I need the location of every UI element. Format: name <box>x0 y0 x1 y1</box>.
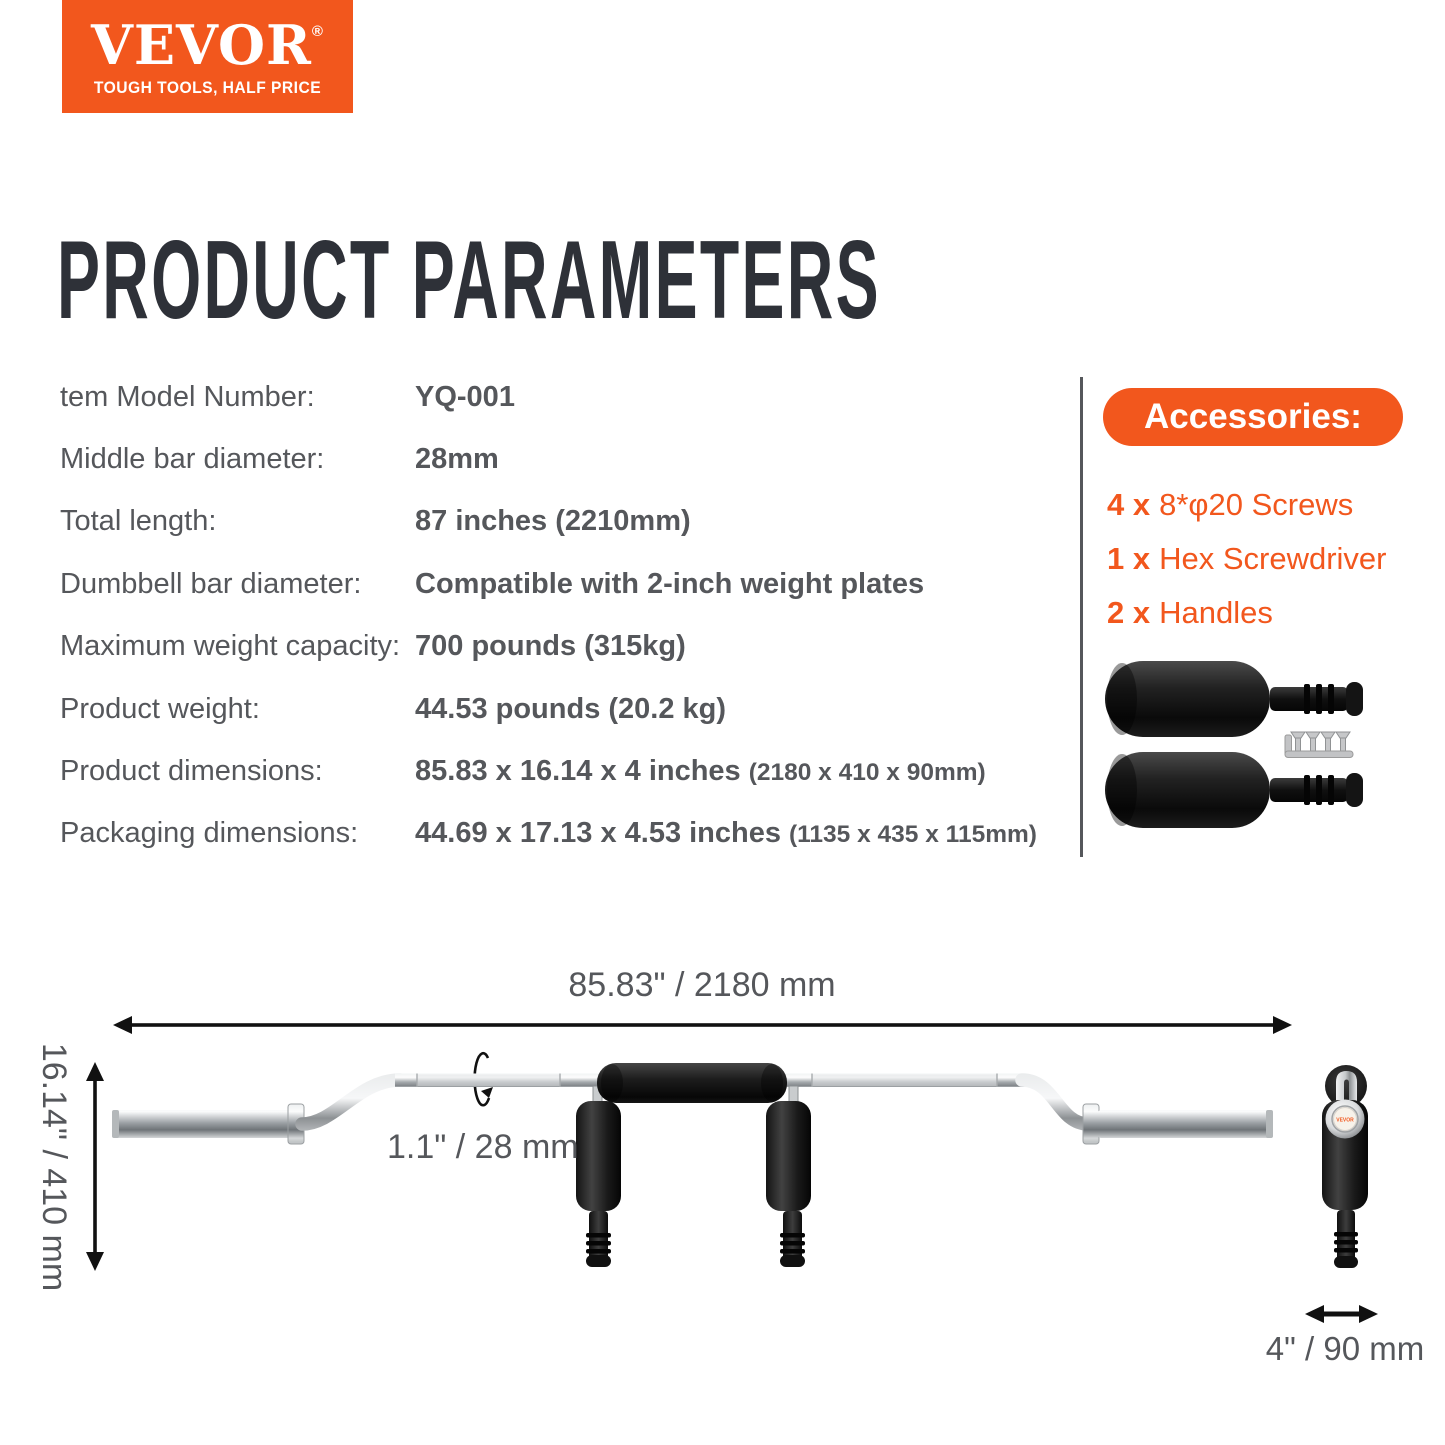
top-handle <box>1105 661 1363 737</box>
bar-illustration <box>112 1063 1273 1267</box>
accessory-name: Handles <box>1159 595 1273 630</box>
spec-label: Product dimensions: <box>60 755 323 788</box>
vevor-logo <box>62 0 353 113</box>
accessory-name: Hex Screwdriver <box>1159 541 1387 576</box>
spec-value <box>415 505 699 538</box>
vevor-wordmark: VEVOR <box>91 12 312 77</box>
spec-label: Dumbbell bar diameter: <box>60 567 362 600</box>
spec-value <box>415 381 523 414</box>
spec-value-text: 700 pounds (315kg) <box>415 630 686 663</box>
screws <box>1291 732 1350 751</box>
spec-value-text: 85.83 x 16.14 x 4 inches <box>415 755 741 788</box>
handle-pads <box>576 1101 811 1211</box>
spec-value-text: 44.53 pounds (20.2 kg) <box>415 692 727 725</box>
spec-label: Middle bar diameter: <box>60 443 325 476</box>
spec-value-text: 28mm <box>415 443 499 476</box>
accessories-heading: Accessories: <box>1103 388 1403 446</box>
spec-label: Maximum weight capacity: <box>60 630 401 663</box>
accessory-name: 8*φ20 Screws <box>1159 487 1354 522</box>
spec-label: tem Model Number: <box>60 380 315 413</box>
width-dimension-arrow <box>1305 1305 1378 1323</box>
accessory-qty: 2 x <box>1107 595 1151 630</box>
spec-row-product-weight <box>60 678 1070 740</box>
length-dimension-arrow <box>113 1016 1292 1034</box>
spec-value <box>415 443 507 476</box>
bottom-handle <box>1105 752 1363 828</box>
spec-row-product-dimensions <box>60 740 1070 802</box>
spec-value <box>415 817 1037 850</box>
spec-value-text: 87 inches (2210mm) <box>415 505 691 538</box>
end-width-label: 4" / 90 mm <box>1265 1330 1425 1367</box>
vevor-tagline: TOUGH TOOLS, HALF PRICE <box>93 77 322 97</box>
accessory-item-hex-screwdriver <box>1107 532 1387 586</box>
bar-end-view <box>1322 1065 1368 1268</box>
spec-row-max-weight-capacity <box>60 616 1070 678</box>
spec-row-middle-bar-diameter <box>60 428 1070 490</box>
bar-height-label: 16.14" / 410 mm <box>35 1042 73 1292</box>
spec-row-dumbbell-bar-diameter <box>60 553 1070 615</box>
spec-label: Total length: <box>60 505 217 538</box>
accessory-qty: 4 x <box>1107 487 1151 522</box>
spec-row-model <box>60 366 1070 428</box>
total-length-label: 85.83" / 2180 mm <box>568 966 836 1004</box>
end-cap-logo: VEVOR <box>1336 1117 1354 1124</box>
spec-value <box>415 568 932 601</box>
spec-value-text: Compatible with 2-inch weight plates <box>415 567 925 600</box>
accessory-qty: 1 x <box>1107 541 1151 576</box>
spec-label: Packaging dimensions: <box>60 817 359 850</box>
accessories-divider <box>1080 377 1083 857</box>
accessory-item-handles <box>1107 586 1387 640</box>
spec-value <box>415 630 694 663</box>
spec-value <box>415 693 734 726</box>
page-title: PRODUCT PARAMETERS <box>57 218 881 342</box>
height-dimension-arrow <box>86 1062 104 1271</box>
spec-row-packaging-dimensions <box>60 803 1070 865</box>
spec-value <box>415 755 986 788</box>
handle-stubs <box>586 1211 805 1267</box>
spec-value-metric: (1135 x 435 x 115mm) <box>789 821 1037 849</box>
spec-list <box>60 366 1070 865</box>
handles-accessory-illustration <box>1090 650 1420 865</box>
accessories-list <box>1107 478 1387 640</box>
spec-value-text: YQ-001 <box>415 380 515 413</box>
spec-value-text: 44.69 x 17.13 x 4.53 inches <box>415 817 781 850</box>
bar-diameter-label: 1.1" / 28 mm <box>387 1128 579 1166</box>
vevor-logo-text <box>91 12 324 77</box>
registered-mark: ® <box>311 22 324 40</box>
accessory-item-screws <box>1107 478 1387 532</box>
spec-row-total-length <box>60 491 1070 553</box>
shoulder-pad <box>597 1063 787 1103</box>
spec-value-metric: (2180 x 410 x 90mm) <box>748 759 986 787</box>
spec-label: Product weight: <box>60 692 260 725</box>
